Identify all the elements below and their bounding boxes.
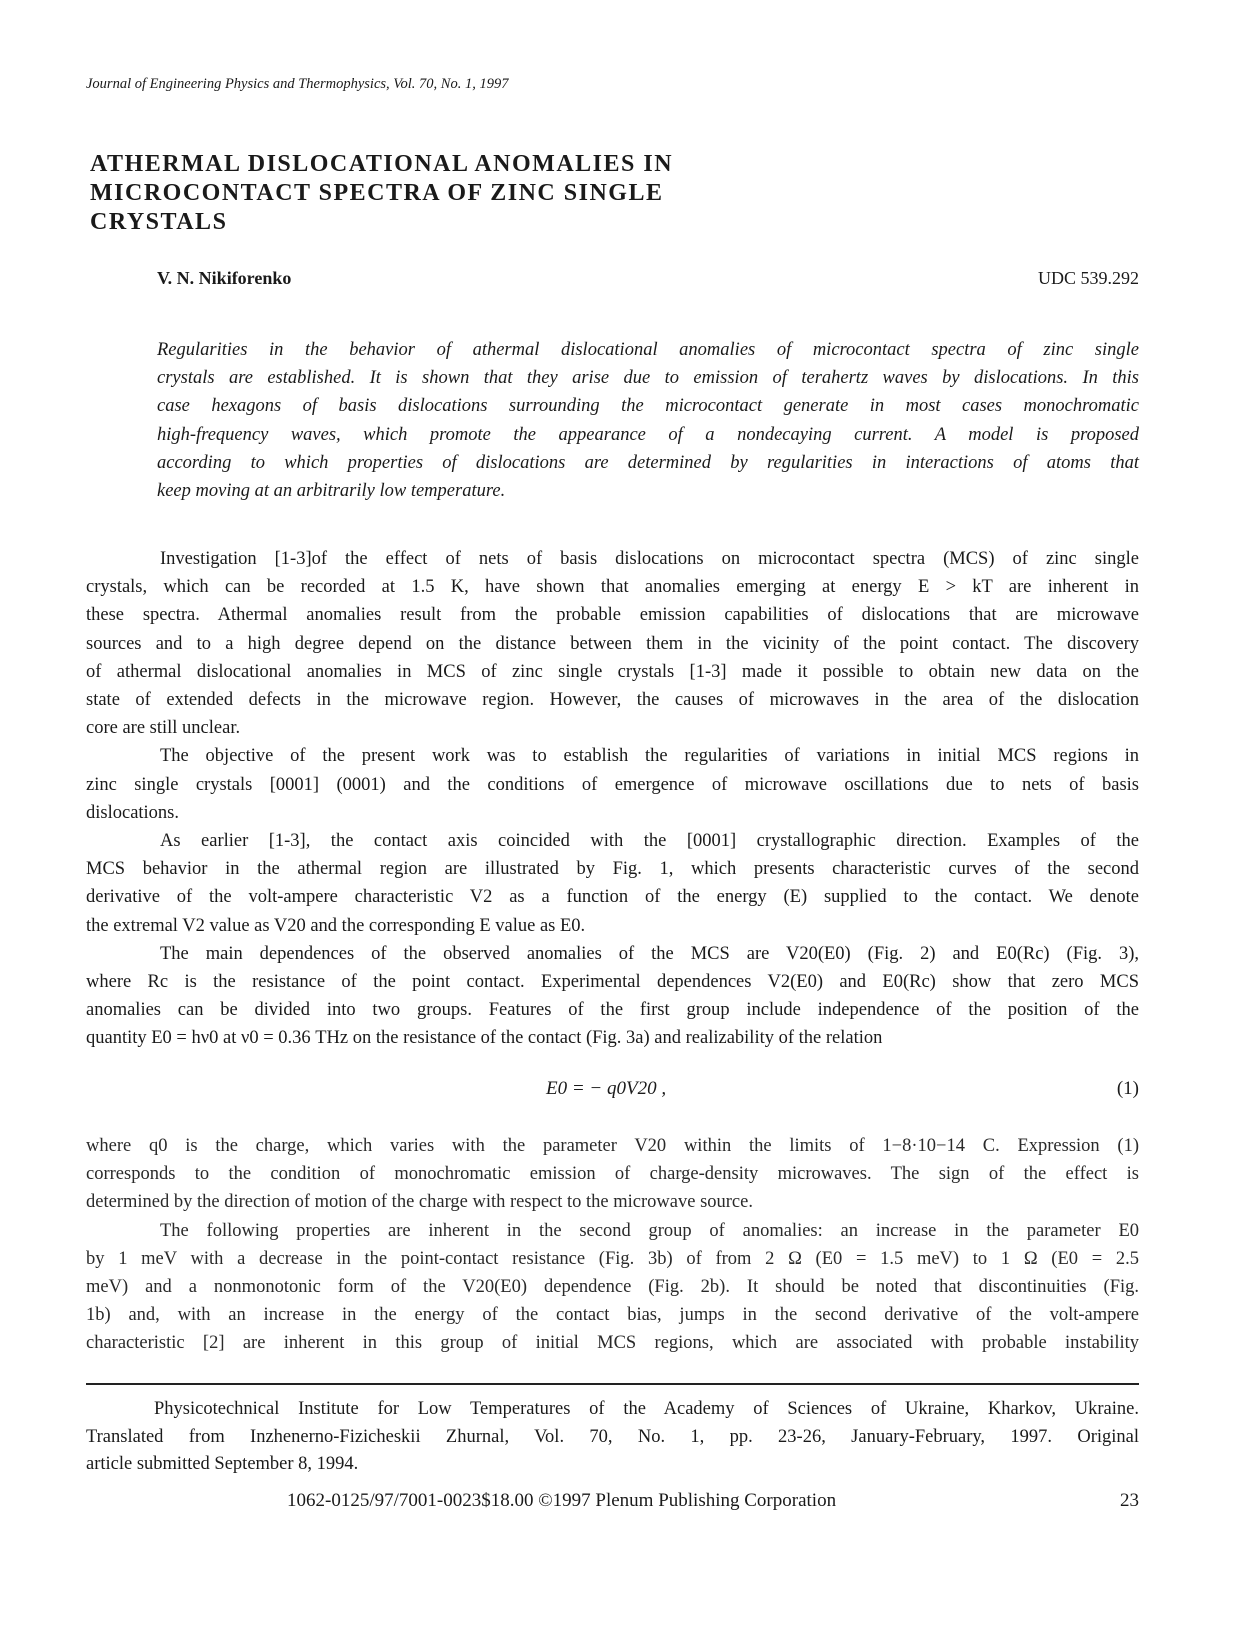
abstract-line: case hexagons of basis dislocations surrounding the microcontact generate in most cases monochromatic xyxy=(157,396,1139,417)
text-line: anomalies can be divided into two groups. Features of the first group include independence of the position of the xyxy=(86,1000,1139,1021)
text-line: dislocations. xyxy=(86,802,180,823)
text-line: zinc single crystals [0001] (0001) and the conditions of emergence of microwave oscillations due to nets of basis xyxy=(86,774,1139,795)
abstract-line: keep moving at an arbitrarily low temperature. xyxy=(157,481,506,502)
paragraph-1 xyxy=(86,545,1139,742)
text-line: core are still unclear. xyxy=(86,718,241,739)
footnote-line: Physicotechnical Institute for Low Temperatures of the Academy of Sciences of Ukraine, Kharkov, Ukraine. xyxy=(154,1399,1139,1419)
text-line: MCS behavior in the athermal region are illustrated by Fig. 1, which presents characteristic curves of the second xyxy=(86,859,1139,880)
article-title xyxy=(90,150,750,237)
text-line: characteristic [2] are inherent in this group of initial MCS regions, which are associated with probable instability xyxy=(86,1333,1139,1354)
text-line: the extremal V2 value as V20 and the corresponding E value as E0. xyxy=(86,915,586,936)
equation-body: E0 = − q0V20 , xyxy=(546,1078,667,1099)
paragraph-2 xyxy=(86,742,1139,827)
abstract xyxy=(157,336,1139,505)
footnote-divider xyxy=(86,1383,1139,1385)
text-line: where Rc is the resistance of the point contact. Experimental dependences V2(E0) and E0(Rc) show that zero MCS xyxy=(86,972,1139,993)
body-text-continued xyxy=(86,1132,1139,1358)
copyright-line: 1062-0125/97/7001-0023$18.00 ©1997 Plenum Publishing Corporation xyxy=(287,1490,837,1511)
text-line: The main dependences of the observed anomalies of the MCS are V20(E0) (Fig. 2) and E0(Rc) (Fig. 3), xyxy=(160,943,1139,964)
equation-1 xyxy=(86,1078,1139,1110)
text-line: corresponds to the condition of monochromatic emission of charge-density microwaves. The sign of the effect is xyxy=(86,1164,1139,1185)
abstract-line: according to which properties of dislocations are determined by regularities in interactions of atoms that xyxy=(157,452,1139,473)
text-line: crystals, which can be recorded at 1.5 K, have shown that anomalies emerging at energy E > kT are inherent in xyxy=(86,577,1139,598)
text-line: sources and to a high degree depend on the distance between them in the vicinity of the point contact. The discovery xyxy=(86,633,1139,654)
title-line: CRYSTALS xyxy=(90,209,228,235)
text-line: The objective of the present work was to establish the regularities of variations in initial MCS regions in xyxy=(160,746,1139,767)
text-line: 1b) and, with an increase in the energy of the contact bias, jumps in the second derivative of the volt-ampere xyxy=(86,1305,1139,1326)
text-line: meV) and a nonmonotonic form of the V20(E0) dependence (Fig. 2b). It should be noted that discontinuities (Fig. xyxy=(86,1277,1139,1298)
text-line: by 1 meV with a decrease in the point-contact resistance (Fig. 3b) of from 2 Ω (E0 = 1.5 meV) to 1 Ω (E0 = 2.5 xyxy=(86,1248,1139,1269)
page-number: 23 xyxy=(1120,1490,1139,1511)
text-line: derivative of the volt-ampere characteristic V2 as a function of the energy (E) supplied to the contact. We denote xyxy=(86,887,1139,908)
footnote xyxy=(86,1396,1139,1479)
text-line: As earlier [1-3], the contact axis coincided with the [0001] crystallographic direction. Examples of the xyxy=(160,831,1139,852)
text-line: state of extended defects in the microwave region. However, the causes of microwaves in the area of the dislocation xyxy=(86,690,1139,711)
author-name: V. N. Nikiforenko xyxy=(157,268,292,288)
body-text xyxy=(86,545,1139,1053)
abstract-line: crystals are established. It is shown that they arise due to emission of terahertz waves by dislocations. In this xyxy=(157,368,1139,389)
text-line: where q0 is the charge, which varies with the parameter V20 within the limits of 1−8·10−14 C. Expression (1) xyxy=(86,1136,1139,1156)
title-line: ATHERMAL DISLOCATIONAL ANOMALIES IN xyxy=(90,151,674,177)
text-line: The following properties are inherent in the second group of anomalies: an increase in the parameter E0 xyxy=(160,1220,1139,1241)
text-line: of athermal dislocational anomalies in MCS of zinc single crystals [1-3] made it possible to obtain new data on the xyxy=(86,661,1139,682)
equation-number: (1) xyxy=(1116,1078,1139,1099)
footnote-line: article submitted September 8, 1994. xyxy=(86,1454,359,1474)
text-line: quantity E0 = hν0 at ν0 = 0.36 THz on the resistance of the contact (Fig. 3a) and realizability of the relation xyxy=(86,1028,883,1049)
paragraph-6 xyxy=(86,1217,1139,1358)
text-line: Investigation [1-3]of the effect of nets of basis dislocations on microcontact spectra (MCS) of zinc single xyxy=(160,549,1139,569)
udc-code: UDC 539.292 xyxy=(1037,268,1139,288)
paragraph-4 xyxy=(86,940,1139,1053)
footnote-line: Translated from Inzhenerno-Fizicheskii Zhurnal, Vol. 70, No. 1, pp. 23-26, January-February, 1997. Original xyxy=(86,1426,1139,1447)
title-line: MICROCONTACT SPECTRA OF ZINC SINGLE xyxy=(90,180,664,206)
abstract-line: high-frequency waves, which promote the appearance of a nondecaying current. A model is proposed xyxy=(157,424,1139,445)
paragraph-5 xyxy=(86,1132,1139,1217)
abstract-line: Regularities in the behavior of athermal dislocational anomalies of microcontact spectra of zinc single xyxy=(157,340,1139,360)
journal-citation: Journal of Engineering Physics and Thermophysics, Vol. 70, No. 1, 1997 xyxy=(86,76,509,92)
paragraph-3 xyxy=(86,827,1139,940)
text-line: these spectra. Athermal anomalies result from the probable emission capabilities of dislocations that are microwave xyxy=(86,605,1139,626)
text-line: determined by the direction of motion of the charge with respect to the microwave source. xyxy=(86,1192,753,1213)
